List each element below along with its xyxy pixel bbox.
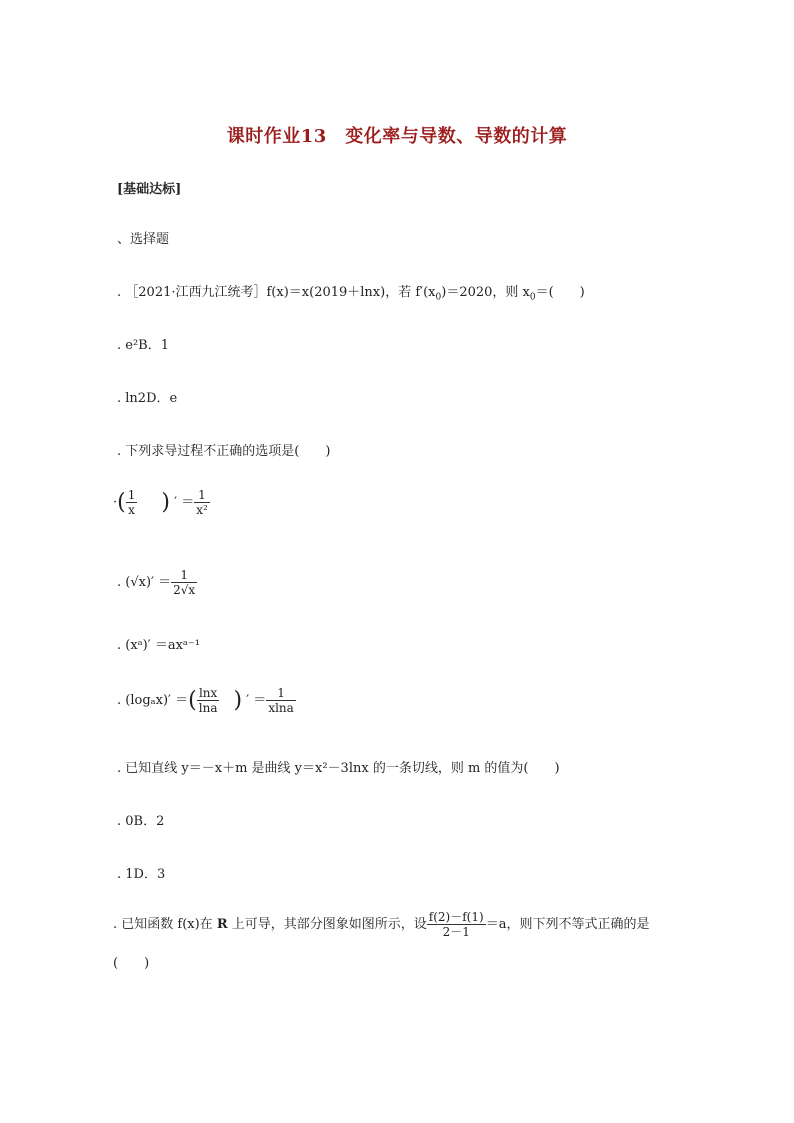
question-1-stem-a: f(x)＝x(2019＋lnx)，若 f′(x <box>266 285 436 300</box>
denominator: 2－1 <box>442 925 470 939</box>
fraction <box>266 686 296 715</box>
section-tag: [基础达标] <box>117 182 182 197</box>
prime-equals: ′ ＝ <box>174 495 195 510</box>
option-b-lead: . (√x)′ ＝ <box>117 575 172 590</box>
numerator: 1 <box>266 686 296 701</box>
denominator: xlna <box>268 701 294 715</box>
question-1-source: ［2021·江西九江统考］ <box>125 285 267 300</box>
question-4-answer-blank: ( ) <box>113 956 150 971</box>
option-d-lead: . (logₐx)′ ＝ <box>117 693 189 708</box>
question-1-stem-b: )＝2020，则 x <box>441 285 530 300</box>
left-paren: ( <box>188 688 197 713</box>
fraction <box>126 488 138 517</box>
fraction <box>427 910 486 939</box>
question-2-option-d <box>117 686 296 715</box>
subscript-0: 0 <box>529 292 536 303</box>
question-1-stem-c: ＝( ) <box>535 285 585 300</box>
question-1-options-ab: . e²B．1 <box>117 338 169 353</box>
denominator: lna <box>198 701 218 715</box>
prime-equals: ′ ＝ <box>246 693 267 708</box>
question-2-stem: . 下列求导过程不正确的选项是( ) <box>117 444 331 459</box>
question-2-option-c: . (xᵃ)′ ＝axᵃ⁻¹ <box>117 638 201 653</box>
question-2-option-b <box>117 568 197 597</box>
question-1-lead: . <box>117 285 122 300</box>
numerator: 1 <box>171 568 197 583</box>
denominator: 2√x <box>173 583 196 597</box>
question-4-stem-c: ＝a，则下列不等式正确的是 <box>485 917 650 932</box>
question-3-stem: . 已知直线 y＝－x＋m 是曲线 y＝x²－3lnx 的一条切线，则 m 的值为( ) <box>117 761 560 776</box>
right-paren: ) <box>233 688 243 713</box>
question-1-stem <box>117 281 585 303</box>
question-4-stem <box>113 910 649 939</box>
left-paren: ( <box>117 490 126 515</box>
page-title: 课时作业13 变化率与导数、导数的计算 <box>226 126 568 147</box>
question-4-stem-b: 上可导，其部分图象如图所示，设 <box>231 917 427 932</box>
subscript-0: 0 <box>435 292 442 303</box>
option-a-lead: · <box>113 495 118 510</box>
question-1-options-cd: . ln2D．e <box>117 391 178 406</box>
question-3-options-cd: . 1D．3 <box>117 867 166 882</box>
real-numbers-symbol: R <box>216 917 228 932</box>
numerator: 1 <box>127 488 136 502</box>
numerator: lnx <box>197 686 220 701</box>
question-4-stem-a: . 已知函数 f(x)在 <box>113 917 213 932</box>
part-heading: 、选择题 <box>117 232 170 247</box>
question-2-option-a <box>113 488 210 517</box>
right-paren: ) <box>161 490 170 515</box>
numerator: 1 <box>194 488 210 503</box>
fraction <box>171 568 197 597</box>
question-3-options-ab: . 0B．2 <box>117 814 165 829</box>
numerator: f(2)－f(1) <box>428 910 484 924</box>
fraction <box>194 488 210 517</box>
denominator: x <box>128 503 135 517</box>
denominator: x² <box>196 503 208 517</box>
fraction <box>197 686 220 715</box>
